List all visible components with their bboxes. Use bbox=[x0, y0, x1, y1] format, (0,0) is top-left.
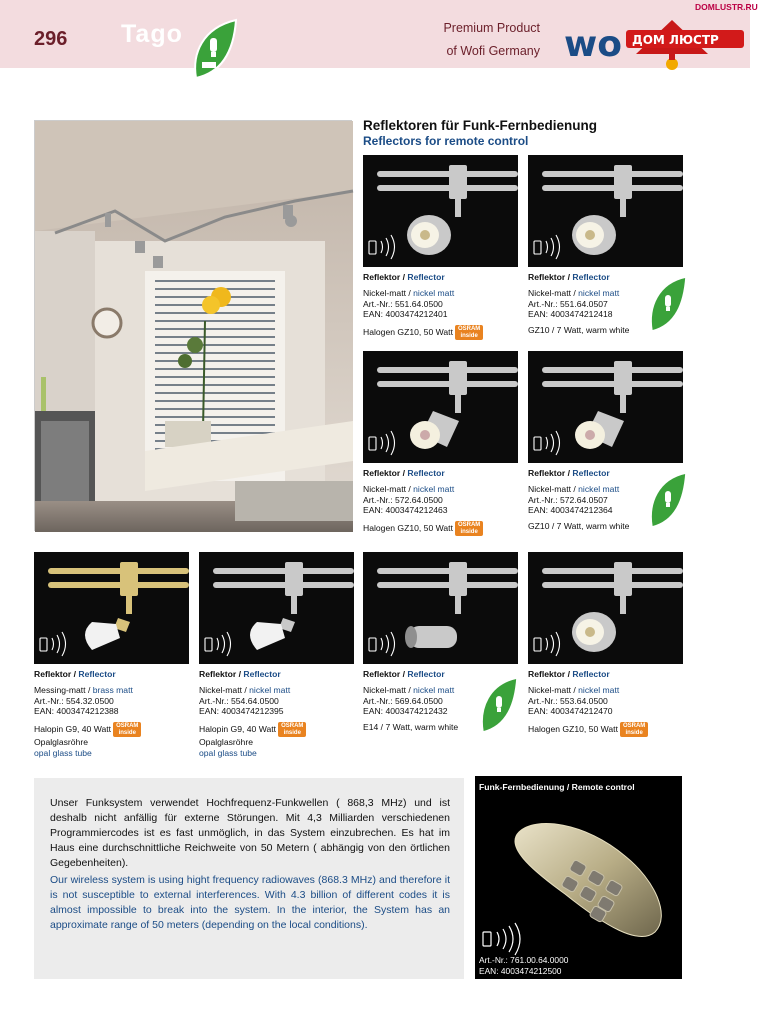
energy-leaf-icon bbox=[190, 18, 240, 82]
product-title: Reflektor / Reflector bbox=[528, 669, 610, 679]
product-finish: Nickel-matt / nickel matt bbox=[528, 684, 620, 695]
energy-saving-leaf-icon bbox=[648, 471, 688, 529]
series-title: Tago bbox=[121, 20, 183, 48]
remote-title: Funk-Fernbedienung / Remote control bbox=[479, 782, 635, 792]
product-photo bbox=[363, 552, 518, 664]
product-ean: EAN: 4003474212432 bbox=[363, 706, 448, 717]
tagline bbox=[420, 17, 540, 63]
product-art-nr: Art.-Nr.: 551.64.0507 bbox=[528, 298, 608, 309]
info-text-de: Unser Funksystem verwendet Hochfrequenz-Funkwellen ( 868,3 MHz) und ist deshalb nicht anfällig für externe Störungen. Mit 4,3 Milliarden verschiedenen Programmiercodes ist es fast unmöglich, in das System einzubrechen. Es hat im Haus eine durchschnittliche Reichweite von 50 Metern ( abhängig von den örtlichen Gegebenheiten). bbox=[50, 797, 450, 869]
osram-badge: OSRAM inside bbox=[455, 325, 483, 340]
page-header bbox=[0, 0, 758, 68]
energy-saving-leaf-icon bbox=[479, 676, 519, 734]
product-extra-en: opal glass tube bbox=[199, 747, 257, 758]
osram-badge: OSRAM inside bbox=[113, 722, 141, 737]
product-photo bbox=[34, 552, 189, 664]
remote-control-photo bbox=[475, 776, 682, 979]
product-finish: Nickel-matt / nickel matt bbox=[199, 684, 291, 695]
product-ean: EAN: 4003474212463 bbox=[363, 505, 448, 516]
product-art-nr: Art.-Nr.: 572.64.0500 bbox=[363, 494, 443, 505]
page-number: 296 bbox=[34, 28, 68, 50]
product-finish: Messing-matt / brass matt bbox=[34, 684, 133, 695]
product-card bbox=[363, 155, 518, 340]
svg-text:wo: wo bbox=[564, 24, 622, 65]
tagline-line2: of Wofi Germany bbox=[446, 44, 540, 58]
product-photo bbox=[199, 552, 354, 664]
osram-badge: OSRAM inside bbox=[455, 521, 483, 536]
energy-saving-leaf-icon bbox=[648, 275, 688, 333]
tagline-line1: Premium Product bbox=[443, 21, 540, 35]
remote-ean: EAN: 4003474212500 bbox=[479, 966, 562, 976]
product-photo bbox=[528, 552, 683, 664]
product-finish: Nickel-matt / nickel matt bbox=[363, 287, 455, 298]
product-card bbox=[528, 552, 683, 737]
product-title: Reflektor / Reflector bbox=[199, 669, 281, 679]
osram-badge: OSRAM inside bbox=[620, 722, 648, 737]
product-title: Reflektor / Reflector bbox=[363, 669, 445, 679]
product-lamp: Halopin G9, 40 Watt OSRAM inside bbox=[34, 722, 189, 737]
product-lamp: GZ10 / 7 Watt, warm white bbox=[528, 521, 630, 532]
product-ean: EAN: 4003474212418 bbox=[528, 309, 613, 320]
product-art-nr: Art.-Nr.: 554.32.0500 bbox=[34, 695, 114, 706]
section-subtitle: Reflectors for remote control bbox=[363, 134, 529, 148]
product-finish: Nickel-matt / nickel matt bbox=[528, 483, 620, 494]
info-text-en: Our wireless system is using hight frequency radiowaves (868.3 MHz) and therefore it is not susceptible to external interferences. With 4.3 billion of different codes it is almost impossible to break into the system. In the interior, the System has an approximate range of 50 meters (depending on the local conditions). bbox=[50, 874, 450, 931]
product-art-nr: Art.-Nr.: 572.64.0507 bbox=[528, 494, 608, 505]
product-card bbox=[363, 552, 518, 733]
product-ean: EAN: 4003474212401 bbox=[363, 309, 448, 320]
product-lamp: Halogen GZ10, 50 Watt OSRAM inside bbox=[363, 325, 518, 340]
product-photo bbox=[363, 351, 518, 463]
product-ean: EAN: 4003474212388 bbox=[34, 706, 119, 717]
product-title: Reflektor / Reflector bbox=[528, 272, 610, 282]
wofi-logo bbox=[560, 14, 750, 74]
product-art-nr: Art.-Nr.: 569.64.0500 bbox=[363, 695, 443, 706]
product-photo bbox=[528, 155, 683, 267]
product-title: Reflektor / Reflector bbox=[34, 669, 116, 679]
product-extra-en: opal glass tube bbox=[34, 747, 92, 758]
product-photo bbox=[528, 351, 683, 463]
product-card bbox=[528, 155, 683, 336]
product-card bbox=[34, 552, 189, 759]
product-lamp: Halogen GZ10, 50 Watt OSRAM inside bbox=[528, 722, 683, 737]
remote-details bbox=[479, 955, 568, 977]
remote-art-nr: Art.-Nr.: 761.00.64.0000 bbox=[479, 955, 569, 965]
product-card bbox=[528, 351, 683, 532]
product-extra-de: Opalglasröhre bbox=[199, 737, 253, 748]
product-lamp: Halogen GZ10, 50 Watt OSRAM inside bbox=[363, 521, 518, 536]
product-ean: EAN: 4003474212470 bbox=[528, 706, 613, 717]
section-title: Reflektoren für Funk-Fernbedienung bbox=[363, 118, 598, 133]
product-lamp: E14 / 7 Watt, warm white bbox=[363, 722, 459, 733]
osram-badge: OSRAM inside bbox=[278, 722, 306, 737]
watermark-url: DOMLUSTR.RU bbox=[695, 2, 758, 12]
product-card bbox=[199, 552, 354, 759]
product-title: Reflektor / Reflector bbox=[363, 468, 445, 478]
product-extra-de: Opalglasröhre bbox=[34, 737, 88, 748]
product-finish: Nickel-matt / nickel matt bbox=[528, 287, 620, 298]
product-finish: Nickel-matt / nickel matt bbox=[363, 684, 455, 695]
product-title: Reflektor / Reflector bbox=[528, 468, 610, 478]
room-photo bbox=[34, 120, 352, 531]
product-art-nr: Art.-Nr.: 554.64.0500 bbox=[199, 695, 279, 706]
product-finish: Nickel-matt / nickel matt bbox=[363, 483, 455, 494]
product-art-nr: Art.-Nr.: 553.64.0500 bbox=[528, 695, 608, 706]
product-ean: EAN: 4003474212364 bbox=[528, 505, 613, 516]
product-card bbox=[363, 351, 518, 536]
product-art-nr: Art.-Nr.: 551.64.0500 bbox=[363, 298, 443, 309]
product-lamp: GZ10 / 7 Watt, warm white bbox=[528, 325, 630, 336]
product-ean: EAN: 4003474212395 bbox=[199, 706, 284, 717]
product-title: Reflektor / Reflector bbox=[363, 272, 445, 282]
product-lamp: Halopin G9, 40 Watt OSRAM inside bbox=[199, 722, 354, 737]
product-photo bbox=[363, 155, 518, 267]
watermark-text: ДОМ ЛЮСТР bbox=[632, 33, 719, 47]
